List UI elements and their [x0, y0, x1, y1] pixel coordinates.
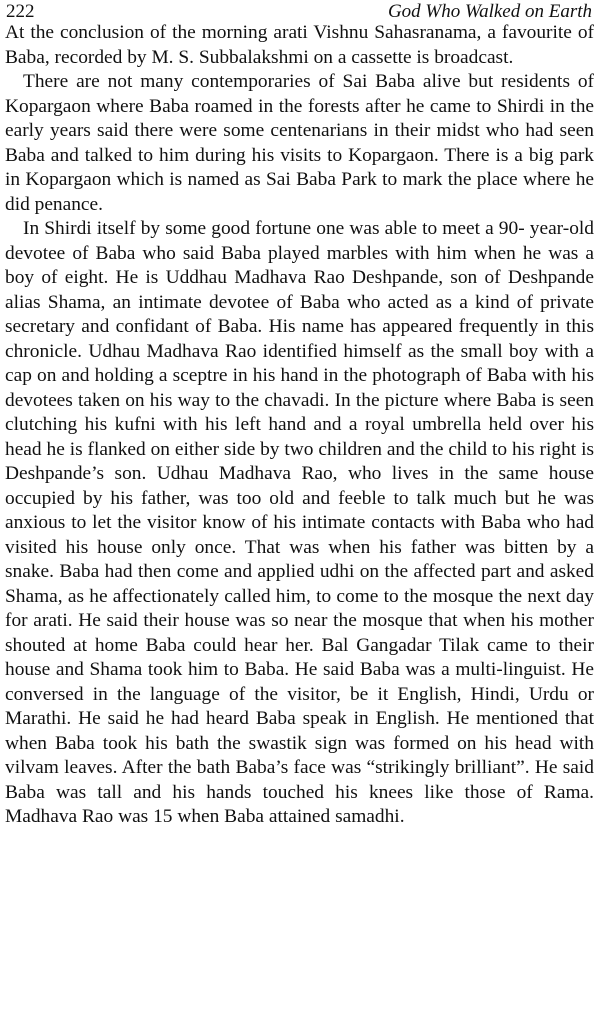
paragraph-2: There are not many contemporaries of Sai Baba alive but residents of Kopargaon where Baba roamed in the forests after he came to Shirdi in the early years said there were some centenarians in their midst who had seen Baba and talked to him during his visits to Kopargaon. There is a big park in Kopargaon which is named as Sai Baba Park to mark the place where he did penance.: [5, 71, 594, 215]
body-text: [5, 21, 594, 830]
page-number: 222: [6, 1, 35, 22]
book-title: God Who Walked on Earth: [387, 1, 592, 22]
paragraph-3: In Shirdi itself by some good fortune one was able to meet a 90- year-old devotee of Baba who said Baba played marbles with him when he was a boy of eight. He is Uddhau Madhava Rao Deshpande, son of Deshpande alias Shama, an intimate devotee of Baba who acted as a kind of private secretary and confidant of Baba. His name has appeared frequently in this chronicle. Udhau Madhava Rao identified himself as the small boy with a cap on and holding a sceptre in his hand in the photograph of Baba with his devotees taken on his way to the chavadi. In the picture where Baba is seen clutching his kufni with his left hand and a royal umbrella held over his head he is flanked on either side by two children and the child to his right is Deshpande’s son. Udhau Madhava Rao, who lives in the same house occupied by his father, was too old and feeble to talk much but he was anxious to let the visitor know of his intimate contacts with Baba who had visited his house only once. That was when his father was bitten by a snake. Baba had then come and applied udhi on the affected part and asked Shama, as he affectionately called him, to come to the mosque the next day for arati. He said their house was so near the mosque that when his mother shouted at home Baba could hear her. Bal Gangadar Tilak came to their house and Shama took him to Baba. He said Baba was a multi-linguist. He conversed in the language of the visitor, be it English, Hindi, Urdu or Marathi. He said he had heard Baba speak in English. He mentioned that when Baba took his bath the swastik sign was formed on his head with vilvam leaves. After the bath Baba’s face was “strikingly brilliant”. He said Baba was tall and his hands touched his knees like those of Rama. Madhava Rao was 15 when Baba attained samadhi.: [5, 218, 594, 827]
paragraph-1: At the conclusion of the morning arati Vishnu Sahasranama, a favourite of Baba, recorded by M. S. Subbalakshmi on a cassette is broadcast.: [5, 22, 594, 68]
